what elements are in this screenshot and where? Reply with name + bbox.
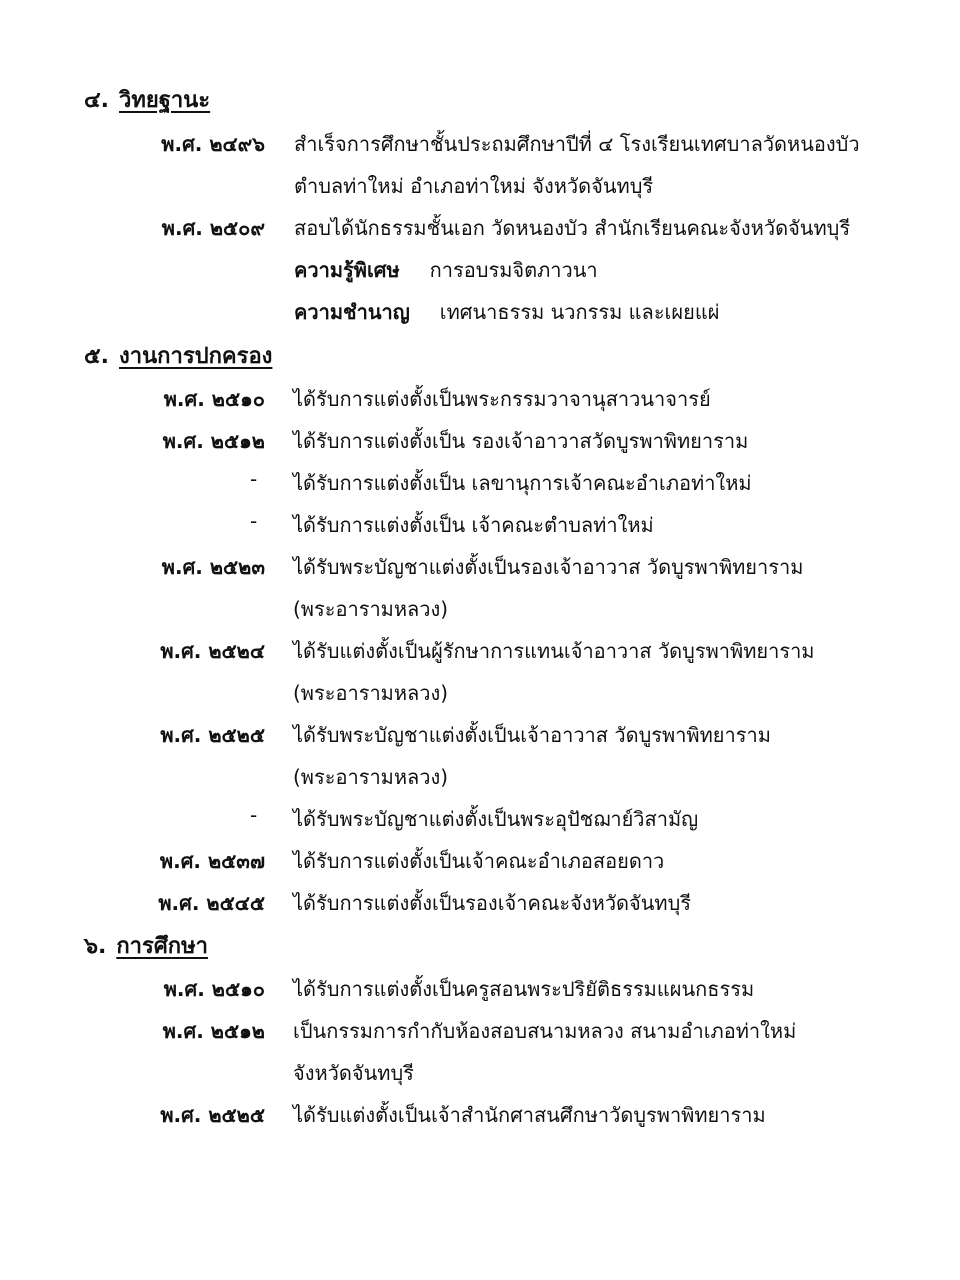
- entry-text: เป็นกรรมการกำกับห้องสอบสนามหลวง สนามอำเภอท่าใหม่: [293, 1019, 797, 1043]
- entry-text: ได้รับแต่งตั้งเป็นผู้รักษาการแทนเจ้าอาวาส วัดบูรพาพิทยาราม: [293, 639, 815, 663]
- dash-marker: -: [250, 467, 258, 491]
- year-label: พ.ศ. ๒๕๐๙: [161, 216, 265, 240]
- section-number: ๖.: [84, 934, 107, 959]
- year-label: พ.ศ. ๒๕๒๓: [161, 555, 265, 579]
- entry-text: ได้รับการแต่งตั้งเป็นครูสอนพระปริยัติธรรมแผนกธรรม: [293, 977, 755, 1001]
- section-heading-qualifications: [84, 82, 210, 117]
- expertise-line: [294, 296, 719, 328]
- entry-text-continued: (พระอารามหลวง): [293, 681, 449, 705]
- section-title: การศึกษา: [116, 934, 208, 959]
- dash-marker: -: [250, 509, 258, 533]
- special-knowledge-value: การอบรมจิตภาวนา: [429, 258, 598, 282]
- entry-text-continued: จังหวัดจันทบุรี: [293, 1061, 414, 1085]
- entry-text: ได้รับการแต่งตั้งเป็นรองเจ้าคณะจังหวัดจันทบุรี: [293, 891, 692, 915]
- special-knowledge-line: [294, 254, 598, 286]
- section-number: ๕.: [84, 344, 110, 369]
- section-heading-education: [84, 928, 208, 963]
- entry-text: ได้รับพระบัญชาแต่งตั้งเป็นเจ้าอาวาส วัดบูรพาพิทยาราม: [293, 723, 771, 747]
- entry-text: ได้รับการแต่งตั้งเป็น เลขานุการเจ้าคณะอำเภอท่าใหม่: [293, 471, 752, 495]
- special-knowledge-label: ความรู้พิเศษ: [294, 258, 400, 282]
- expertise-value: เทศนาธรรม นวกรรม และเผยแผ่: [439, 300, 720, 324]
- year-label: พ.ศ. ๒๕๒๔: [160, 639, 265, 663]
- section-title: งานการปกครอง: [119, 344, 273, 369]
- year-label: พ.ศ. ๒๕๓๗: [159, 849, 265, 873]
- entry-text: ได้รับการแต่งตั้งเป็น รองเจ้าอาวาสวัดบูรพาพิทยาราม: [293, 429, 749, 453]
- entry-text: ได้รับการแต่งตั้งเป็นพระกรรมวาจานุสาวนาจารย์: [293, 387, 711, 411]
- entry-text-continued: (พระอารามหลวง): [293, 765, 449, 789]
- year-label: พ.ศ. ๒๕๒๕: [160, 1103, 265, 1127]
- year-label: พ.ศ. ๒๕๑๐: [163, 387, 265, 411]
- section-number: ๔.: [84, 88, 110, 113]
- entry-text: ได้รับพระบัญชาแต่งตั้งเป็นพระอุปัชฌาย์วิสามัญ: [293, 807, 699, 831]
- section-title: วิทยฐานะ: [119, 88, 211, 113]
- dash-marker: -: [250, 803, 258, 827]
- entry-text: สอบได้นักธรรมชั้นเอก วัดหนองบัว สำนักเรียนคณะจังหวัดจันทบุรี: [294, 216, 851, 240]
- entry-text: ได้รับการแต่งตั้งเป็น เจ้าคณะตำบลท่าใหม่: [293, 513, 654, 537]
- entry-text: สำเร็จการศึกษาชั้นประถมศึกษาปีที่ ๔ โรงเรียนเทศบาลวัดหนองบัว: [294, 132, 860, 156]
- year-label: พ.ศ. ๒๕๔๕: [158, 891, 265, 915]
- entry-text: ได้รับการแต่งตั้งเป็นเจ้าคณะอำเภอสอยดาว: [293, 849, 665, 873]
- year-label: พ.ศ. ๒๕๑๐: [163, 977, 265, 1001]
- entry-text-continued: (พระอารามหลวง): [293, 597, 449, 621]
- entry-text: ได้รับแต่งตั้งเป็นเจ้าสำนักศาสนศึกษาวัดบูรพาพิทยาราม: [293, 1103, 766, 1127]
- section-heading-administration: [84, 338, 272, 373]
- entry-text-continued: ตำบลท่าใหม่ อำเภอท่าใหม่ จังหวัดจันทบุรี: [294, 174, 654, 198]
- expertise-label: ความชำนาญ: [294, 300, 410, 324]
- entry-text: ได้รับพระบัญชาแต่งตั้งเป็นรองเจ้าอาวาส วัดบูรพาพิทยาราม: [293, 555, 804, 579]
- year-label: พ.ศ. ๒๕๑๒: [162, 1019, 265, 1043]
- year-label: พ.ศ. ๒๔๙๖: [161, 132, 265, 156]
- year-label: พ.ศ. ๒๕๒๕: [160, 723, 265, 747]
- year-label: พ.ศ. ๒๕๑๒: [162, 429, 265, 453]
